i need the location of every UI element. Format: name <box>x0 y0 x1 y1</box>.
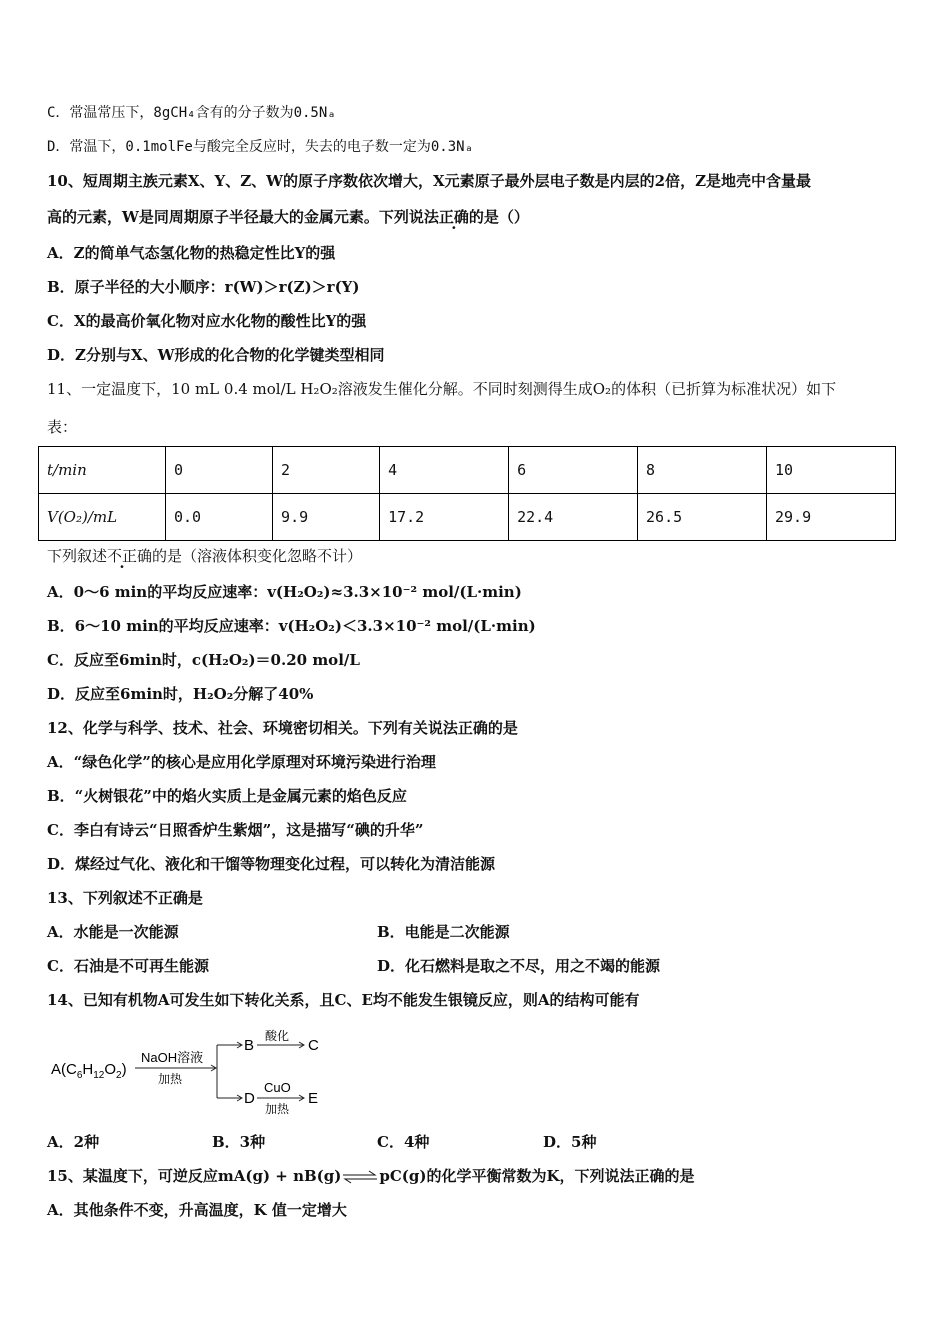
q11-option-d: D．反应至6min时，H₂O₂分解了40% <box>47 685 314 703</box>
q11-question-prefix: 下列叙述 <box>47 547 108 565</box>
q15-stem-suffix: pC(g)的化学平衡常数为K，下列说法正确的是 <box>379 1167 695 1185</box>
q11-data-table <box>38 446 896 541</box>
table-cell: 29.9 <box>767 494 896 541</box>
table-cell: 9.9 <box>273 494 380 541</box>
q14-option-d: D．5种 <box>543 1133 597 1151</box>
table-cell: t/min <box>39 447 166 494</box>
q11-stem-line2: 表： <box>47 418 78 436</box>
emphasis-mark: 不正 <box>107 547 138 565</box>
equilibrium-arrow-icon <box>341 1170 379 1184</box>
reagent-cuo-label: CuO <box>264 1080 291 1095</box>
emphasis-mark: 正确 <box>438 208 469 226</box>
q12-stem: 12、化学与科学、技术、社会、环境密切相关。下列有关说法正确的是 <box>47 719 518 737</box>
q11-question <box>47 546 362 566</box>
condition-heat-label-2: 加热 <box>265 1102 290 1115</box>
table-row <box>39 494 896 541</box>
table-cell: 10 <box>767 447 896 494</box>
table-cell: 17.2 <box>380 494 509 541</box>
q13-option-b: B．电能是二次能源 <box>377 923 510 941</box>
q13-stem: 13、下列叙述不正确是 <box>47 889 203 907</box>
q10-option-d: D．Z分别与X、W形成的化合物的化学键类型相同 <box>47 346 385 364</box>
q15-option-a: A．其他条件不变，升高温度，K 值一定增大 <box>47 1201 347 1219</box>
reagent-naoh-label: NaOH溶液 <box>141 1050 204 1065</box>
table-cell: 8 <box>638 447 767 494</box>
table-cell: 2 <box>273 447 380 494</box>
q14-option-c: C．4种 <box>377 1133 430 1151</box>
q11-stem-line1: 11、一定温度下，10 mL 0.4 mol/L H₂O₂溶液发生催化分解。不同时刻测得生成O₂的体积（已折算为标准状况）如下 <box>47 380 837 398</box>
q11-option-c: C．反应至6min时，c(H₂O₂)＝0.20 mol/L <box>47 651 360 669</box>
q10-option-a: A．Z的简单气态氢化物的热稳定性比Y的强 <box>47 244 336 262</box>
table-cell: 26.5 <box>638 494 767 541</box>
compound-c-label: C <box>308 1037 319 1054</box>
q12-option-d: D．煤经过气化、液化和干馏等物理变化过程，可以转化为清洁能源 <box>47 855 496 873</box>
compound-d-label: D <box>244 1090 255 1107</box>
condition-heat-label: 加热 <box>158 1072 183 1086</box>
table-cell: V(O₂)/mL <box>39 494 166 541</box>
table-cell: 0.0 <box>166 494 273 541</box>
q10-stem-prefix: 高的元素，W是同周期原子半径最大的金属元素。下列说法 <box>47 208 439 226</box>
q12-option-c: C．李白有诗云“日照香炉生紫烟”，这是描写“碘的升华” <box>47 821 424 839</box>
q15-stem-prefix: 15、某温度下，可逆反应mA(g) + nB(g) <box>47 1167 342 1185</box>
q14-stem: 14、已知有机物A可发生如下转化关系，且C、E均不能发生银镜反应，则A的结构可能有 <box>47 991 640 1009</box>
acidify-label: 酸化 <box>265 1029 290 1043</box>
q12-option-a: A．“绿色化学”的核心是应用化学原理对环境污染进行治理 <box>47 753 436 771</box>
table-cell: 4 <box>380 447 509 494</box>
table-row <box>39 447 896 494</box>
q9-option-d: D．常温下，0.1molFe与酸完全反应时，失去的电子数一定为0.3Nₐ <box>47 139 474 155</box>
q10-option-b: B．原子半径的大小顺序：r(W)＞r(Z)＞r(Y) <box>47 278 360 296</box>
q9-option-c: C．常温常压下，8gCH₄含有的分子数为0.5Nₐ <box>47 105 336 121</box>
table-cell: 6 <box>509 447 638 494</box>
q13-option-c: C．石油是不可再生能源 <box>47 957 209 975</box>
q10-option-c: C．X的最高价氧化物对应水化物的酸性比Y的强 <box>47 312 367 330</box>
compound-a-label: $A(C_6H_{12}O_2)$ <box>51 1061 127 1081</box>
q11-option-a: A．0～6 min的平均反应速率：v(H₂O₂)≈3.3×10⁻² mol/(L·min) <box>47 583 522 601</box>
q12-option-b: B．“火树银花”中的焰火实质上是金属元素的焰色反应 <box>47 787 407 805</box>
compound-b-label: B <box>244 1037 255 1054</box>
q14-option-a: A．2种 <box>47 1133 100 1151</box>
q10-stem-line2 <box>47 207 529 227</box>
q13-option-a: A．水能是一次能源 <box>47 923 179 941</box>
q15-stem <box>47 1166 695 1186</box>
q14-option-b: B．3种 <box>212 1133 266 1151</box>
compound-e-label: E <box>308 1090 319 1107</box>
reaction-diagram <box>47 1025 347 1115</box>
q11-question-suffix: 确的是（溶液体积变化忽略不计） <box>137 547 363 565</box>
q10-stem-suffix: 的是（） <box>468 208 529 226</box>
q13-option-d: D．化石燃料是取之不尽，用之不竭的能源 <box>377 957 661 975</box>
q10-stem-line1: 10、短周期主族元素X、Y、Z、W的原子序数依次增大，X元素原子最外层电子数是内层的2倍，Z是地壳中含量最 <box>47 172 812 190</box>
table-cell: 22.4 <box>509 494 638 541</box>
q11-option-b: B．6～10 min的平均反应速率：v(H₂O₂)＜3.3×10⁻² mol/(L·min) <box>47 617 536 635</box>
table-cell: 0 <box>166 447 273 494</box>
